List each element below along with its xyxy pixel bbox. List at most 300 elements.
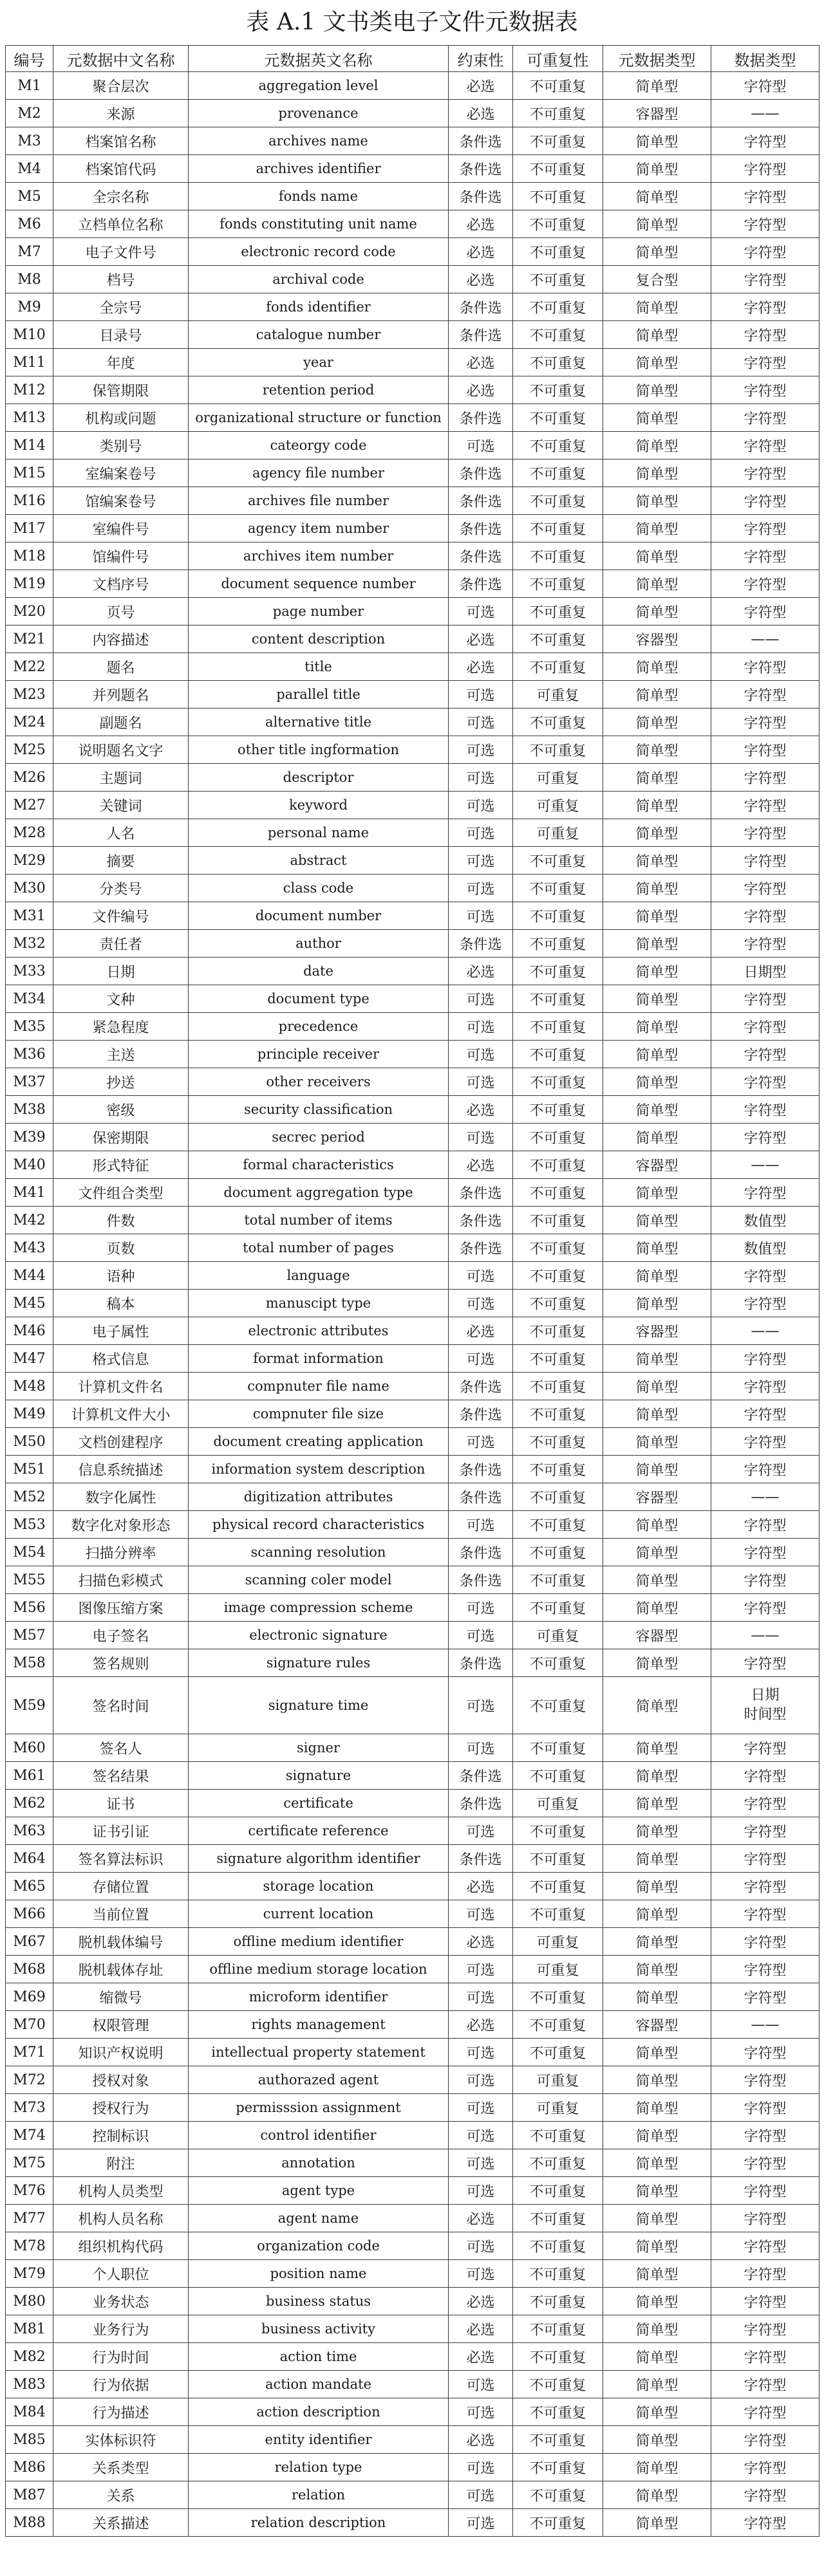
cell-constraint: 条件选 <box>449 459 513 487</box>
cell-en-name: formal characteristics <box>189 1151 449 1179</box>
cell-repeatability: 不可重复 <box>513 625 603 653</box>
cell-cn-name: 数字化对象形态 <box>53 1511 189 1539</box>
cell-id: M20 <box>6 598 53 625</box>
cell-data-type: 字符型 <box>711 1511 819 1539</box>
table-row <box>6 542 819 570</box>
cell-id: M5 <box>6 183 53 210</box>
cell-data-type: 字符型 <box>711 542 819 570</box>
cell-data-type: 字符型 <box>711 1900 819 1928</box>
cell-data-type: 字符型 <box>711 1956 819 1983</box>
table-row <box>6 1317 819 1345</box>
cell-en-name: rights management <box>189 2011 449 2039</box>
cell-repeatability: 不可重复 <box>513 709 603 736</box>
cell-id: M36 <box>6 1041 53 1068</box>
cell-data-type: 字符型 <box>711 487 819 515</box>
cell-constraint: 条件选 <box>449 1483 513 1511</box>
cell-metadata-type: 简单型 <box>603 2288 711 2315</box>
table-row <box>6 1234 819 1262</box>
cell-data-type: —— <box>711 1483 819 1511</box>
cell-constraint: 可选 <box>449 819 513 847</box>
cell-metadata-type: 简单型 <box>603 2343 711 2371</box>
cell-en-name: compnuter file size <box>189 1400 449 1428</box>
cell-data-type: 字符型 <box>711 1262 819 1290</box>
cell-en-name: signature <box>189 1762 449 1790</box>
cell-data-type: 字符型 <box>711 2039 819 2066</box>
cell-repeatability: 不可重复 <box>513 183 603 210</box>
table-row <box>6 1622 819 1649</box>
cell-constraint: 条件选 <box>449 293 513 321</box>
cell-metadata-type: 简单型 <box>603 1817 711 1845</box>
cell-cn-name: 立档单位名称 <box>53 210 189 238</box>
table-row <box>6 1041 819 1068</box>
cell-cn-name: 保密期限 <box>53 1124 189 1151</box>
cell-id: M64 <box>6 1845 53 1873</box>
cell-cn-name: 档号 <box>53 266 189 293</box>
cell-constraint: 条件选 <box>449 1373 513 1400</box>
cell-repeatability: 不可重复 <box>513 404 603 432</box>
cell-constraint: 条件选 <box>449 1790 513 1817</box>
table-row <box>6 847 819 875</box>
table-row <box>6 127 819 155</box>
cell-data-type: 字符型 <box>711 349 819 376</box>
cell-data-type: 字符型 <box>711 653 819 681</box>
cell-en-name: intellectual property statement <box>189 2039 449 2066</box>
cell-en-name: agent name <box>189 2205 449 2232</box>
cell-metadata-type: 简单型 <box>603 875 711 902</box>
cell-data-type: 字符型 <box>711 875 819 902</box>
cell-metadata-type: 简单型 <box>603 1594 711 1622</box>
cell-constraint: 必选 <box>449 958 513 985</box>
cell-data-type: 字符型 <box>711 2454 819 2481</box>
cell-metadata-type: 简单型 <box>603 2509 711 2537</box>
cell-id: M11 <box>6 349 53 376</box>
cell-en-name: retention period <box>189 376 449 404</box>
cell-cn-name: 并列题名 <box>53 681 189 709</box>
cell-metadata-type: 简单型 <box>603 432 711 459</box>
cell-id: M67 <box>6 1928 53 1956</box>
cell-constraint: 可选 <box>449 681 513 709</box>
table-row <box>6 875 819 902</box>
cell-en-name: title <box>189 653 449 681</box>
cell-id: M18 <box>6 542 53 570</box>
cell-constraint: 可选 <box>449 1677 513 1734</box>
cell-metadata-type: 简单型 <box>603 238 711 266</box>
cell-constraint: 条件选 <box>449 515 513 542</box>
cell-repeatability: 不可重复 <box>513 1983 603 2011</box>
cell-cn-name: 主送 <box>53 1041 189 1068</box>
cell-id: M49 <box>6 1400 53 1428</box>
cell-cn-name: 行为时间 <box>53 2343 189 2371</box>
cell-en-name: aggregation level <box>189 72 449 100</box>
cell-metadata-type: 简单型 <box>603 2177 711 2205</box>
cell-data-type: 字符型 <box>711 570 819 598</box>
cell-data-type: 字符型 <box>711 1649 819 1677</box>
cell-cn-name: 签名结果 <box>53 1762 189 1790</box>
cell-repeatability: 可重复 <box>513 1956 603 1983</box>
cell-id: M59 <box>6 1677 53 1734</box>
cell-constraint: 条件选 <box>449 570 513 598</box>
cell-repeatability: 不可重复 <box>513 847 603 875</box>
cell-repeatability: 可重复 <box>513 2094 603 2122</box>
cell-repeatability: 不可重复 <box>513 127 603 155</box>
cell-cn-name: 抄送 <box>53 1068 189 1096</box>
cell-metadata-type: 简单型 <box>603 2371 711 2398</box>
table-row <box>6 1096 819 1124</box>
cell-data-type: 数值型 <box>711 1207 819 1234</box>
table-row <box>6 183 819 210</box>
table-row <box>6 1539 819 1566</box>
cell-data-type: 字符型 <box>711 736 819 764</box>
col-header-metadata-type: 元数据类型 <box>603 46 711 72</box>
cell-data-type: 字符型 <box>711 2288 819 2315</box>
cell-id: M77 <box>6 2205 53 2232</box>
cell-data-type: 字符型 <box>711 2232 819 2260</box>
table-row <box>6 1013 819 1041</box>
table-row <box>6 238 819 266</box>
cell-metadata-type: 简单型 <box>603 1068 711 1096</box>
cell-cn-name: 室编案卷号 <box>53 459 189 487</box>
table-row <box>6 2205 819 2232</box>
cell-en-name: author <box>189 930 449 958</box>
cell-metadata-type: 简单型 <box>603 958 711 985</box>
cell-metadata-type: 容器型 <box>603 1317 711 1345</box>
cell-cn-name: 文档创建程序 <box>53 1428 189 1456</box>
cell-en-name: physical record characteristics <box>189 1511 449 1539</box>
cell-constraint: 必选 <box>449 210 513 238</box>
cell-metadata-type: 容器型 <box>603 625 711 653</box>
table-row <box>6 2426 819 2454</box>
cell-id: M12 <box>6 376 53 404</box>
cell-repeatability: 不可重复 <box>513 1068 603 1096</box>
cell-data-type: 日期 时间型 <box>711 1677 819 1734</box>
col-header-id: 编号 <box>6 46 53 72</box>
cell-id: M32 <box>6 930 53 958</box>
cell-cn-name: 当前位置 <box>53 1900 189 1928</box>
table-row <box>6 1983 819 2011</box>
cell-en-name: digitization attributes <box>189 1483 449 1511</box>
table-row <box>6 266 819 293</box>
cell-data-type: 字符型 <box>711 1373 819 1400</box>
cell-constraint: 可选 <box>449 736 513 764</box>
cell-repeatability: 不可重复 <box>513 1511 603 1539</box>
cell-data-type: 字符型 <box>711 1068 819 1096</box>
cell-constraint: 可选 <box>449 1262 513 1290</box>
cell-metadata-type: 简单型 <box>603 72 711 100</box>
cell-constraint: 必选 <box>449 653 513 681</box>
cell-id: M7 <box>6 238 53 266</box>
cell-metadata-type: 简单型 <box>603 1262 711 1290</box>
cell-en-name: image compression scheme <box>189 1594 449 1622</box>
table-row <box>6 1345 819 1373</box>
cell-metadata-type: 简单型 <box>603 1207 711 1234</box>
table-row <box>6 1900 819 1928</box>
cell-metadata-type: 简单型 <box>603 1345 711 1373</box>
cell-repeatability: 不可重复 <box>513 1566 603 1594</box>
table-row <box>6 1649 819 1677</box>
cell-en-name: parallel title <box>189 681 449 709</box>
cell-cn-name: 证书引证 <box>53 1817 189 1845</box>
cell-data-type: 字符型 <box>711 266 819 293</box>
cell-en-name: certificate reference <box>189 1817 449 1845</box>
cell-en-name: archives name <box>189 127 449 155</box>
cell-data-type: 字符型 <box>711 1594 819 1622</box>
table-row <box>6 2454 819 2481</box>
cell-metadata-type: 简单型 <box>603 459 711 487</box>
cell-repeatability: 不可重复 <box>513 2371 603 2398</box>
cell-cn-name: 机构人员类型 <box>53 2177 189 2205</box>
cell-data-type: 字符型 <box>711 321 819 349</box>
cell-data-type: 字符型 <box>711 792 819 819</box>
cell-id: M76 <box>6 2177 53 2205</box>
cell-constraint: 必选 <box>449 266 513 293</box>
cell-repeatability: 不可重复 <box>513 2122 603 2149</box>
cell-repeatability: 不可重复 <box>513 2205 603 2232</box>
cell-id: M83 <box>6 2371 53 2398</box>
cell-metadata-type: 简单型 <box>603 930 711 958</box>
cell-cn-name: 关系类型 <box>53 2454 189 2481</box>
table-row <box>6 2260 819 2288</box>
cell-metadata-type: 简单型 <box>603 736 711 764</box>
cell-id: M40 <box>6 1151 53 1179</box>
cell-cn-name: 形式特征 <box>53 1151 189 1179</box>
cell-data-type: 字符型 <box>711 1041 819 1068</box>
cell-constraint: 可选 <box>449 2260 513 2288</box>
cell-data-type: 字符型 <box>711 1124 819 1151</box>
cell-cn-name: 题名 <box>53 653 189 681</box>
cell-metadata-type: 简单型 <box>603 1456 711 1483</box>
cell-constraint: 条件选 <box>449 1234 513 1262</box>
cell-data-type: 字符型 <box>711 2426 819 2454</box>
cell-constraint: 可选 <box>449 1956 513 1983</box>
cell-id: M87 <box>6 2481 53 2509</box>
table-row <box>6 653 819 681</box>
cell-en-name: fonds identifier <box>189 293 449 321</box>
cell-repeatability: 不可重复 <box>513 376 603 404</box>
cell-id: M13 <box>6 404 53 432</box>
cell-id: M78 <box>6 2232 53 2260</box>
cell-metadata-type: 简单型 <box>603 321 711 349</box>
cell-en-name: information system description <box>189 1456 449 1483</box>
cell-id: M86 <box>6 2454 53 2481</box>
cell-metadata-type: 简单型 <box>603 1428 711 1456</box>
cell-id: M38 <box>6 1096 53 1124</box>
cell-constraint: 可选 <box>449 1511 513 1539</box>
cell-id: M63 <box>6 1817 53 1845</box>
cell-en-name: fonds constituting unit name <box>189 210 449 238</box>
cell-metadata-type: 简单型 <box>603 1734 711 1762</box>
cell-metadata-type: 简单型 <box>603 847 711 875</box>
cell-constraint: 必选 <box>449 376 513 404</box>
cell-repeatability: 不可重复 <box>513 2177 603 2205</box>
cell-data-type: 字符型 <box>711 2481 819 2509</box>
cell-metadata-type: 简单型 <box>603 155 711 183</box>
cell-cn-name: 件数 <box>53 1207 189 1234</box>
cell-id: M71 <box>6 2039 53 2066</box>
cell-constraint: 必选 <box>449 100 513 127</box>
cell-id: M50 <box>6 1428 53 1456</box>
cell-en-name: cateorgy code <box>189 432 449 459</box>
cell-cn-name: 摘要 <box>53 847 189 875</box>
cell-metadata-type: 简单型 <box>603 902 711 930</box>
cell-repeatability: 不可重复 <box>513 2232 603 2260</box>
cell-metadata-type: 简单型 <box>603 1762 711 1790</box>
cell-metadata-type: 容器型 <box>603 100 711 127</box>
cell-id: M34 <box>6 985 53 1013</box>
cell-id: M80 <box>6 2288 53 2315</box>
cell-repeatability: 不可重复 <box>513 238 603 266</box>
cell-cn-name: 附注 <box>53 2149 189 2177</box>
cell-id: M60 <box>6 1734 53 1762</box>
cell-metadata-type: 简单型 <box>603 1511 711 1539</box>
table-row <box>6 1677 819 1734</box>
cell-en-name: catalogue number <box>189 321 449 349</box>
cell-constraint: 必选 <box>449 72 513 100</box>
cell-repeatability: 可重复 <box>513 681 603 709</box>
cell-en-name: document sequence number <box>189 570 449 598</box>
cell-en-name: business status <box>189 2288 449 2315</box>
cell-constraint: 必选 <box>449 1317 513 1345</box>
cell-id: M2 <box>6 100 53 127</box>
cell-constraint: 必选 <box>449 238 513 266</box>
cell-metadata-type: 简单型 <box>603 2149 711 2177</box>
table-row <box>6 1124 819 1151</box>
table-row <box>6 1290 819 1317</box>
cell-id: M16 <box>6 487 53 515</box>
cell-id: M21 <box>6 625 53 653</box>
cell-cn-name: 授权行为 <box>53 2094 189 2122</box>
cell-cn-name: 授权对象 <box>53 2066 189 2094</box>
cell-id: M35 <box>6 1013 53 1041</box>
table-row <box>6 210 819 238</box>
cell-metadata-type: 简单型 <box>603 1649 711 1677</box>
table-row <box>6 1594 819 1622</box>
col-header-en-name: 元数据英文名称 <box>189 46 449 72</box>
cell-metadata-type: 简单型 <box>603 985 711 1013</box>
cell-en-name: archives identifier <box>189 155 449 183</box>
cell-constraint: 可选 <box>449 1041 513 1068</box>
cell-data-type: 字符型 <box>711 2343 819 2371</box>
cell-en-name: principle receiver <box>189 1041 449 1068</box>
cell-constraint: 可选 <box>449 432 513 459</box>
cell-data-type: 字符型 <box>711 1096 819 1124</box>
cell-cn-name: 密级 <box>53 1096 189 1124</box>
cell-metadata-type: 简单型 <box>603 2205 711 2232</box>
cell-constraint: 必选 <box>449 349 513 376</box>
cell-cn-name: 知识产权说明 <box>53 2039 189 2066</box>
cell-en-name: signature time <box>189 1677 449 1734</box>
cell-constraint: 条件选 <box>449 542 513 570</box>
cell-en-name: alternative title <box>189 709 449 736</box>
cell-en-name: organizational structure or function <box>189 404 449 432</box>
cell-id: M84 <box>6 2398 53 2426</box>
cell-en-name: business activity <box>189 2315 449 2343</box>
table-header-row <box>6 46 819 72</box>
table-row <box>6 1790 819 1817</box>
table-row <box>6 321 819 349</box>
cell-metadata-type: 简单型 <box>603 1373 711 1400</box>
table-body <box>6 72 819 2537</box>
cell-repeatability: 不可重复 <box>513 210 603 238</box>
cell-cn-name: 存储位置 <box>53 1873 189 1900</box>
cell-data-type: 字符型 <box>711 2315 819 2343</box>
table-row <box>6 100 819 127</box>
cell-repeatability: 不可重复 <box>513 293 603 321</box>
cell-en-name: keyword <box>189 792 449 819</box>
cell-data-type: 字符型 <box>711 709 819 736</box>
cell-repeatability: 不可重复 <box>513 1373 603 1400</box>
cell-metadata-type: 简单型 <box>603 792 711 819</box>
cell-metadata-type: 简单型 <box>603 2426 711 2454</box>
cell-cn-name: 年度 <box>53 349 189 376</box>
cell-cn-name: 个人职位 <box>53 2260 189 2288</box>
cell-data-type: 字符型 <box>711 819 819 847</box>
table-row <box>6 515 819 542</box>
cell-data-type: 字符型 <box>711 1566 819 1594</box>
table-row <box>6 1762 819 1790</box>
col-header-cn-name: 元数据中文名称 <box>53 46 189 72</box>
cell-en-name: document creating application <box>189 1428 449 1456</box>
cell-metadata-type: 简单型 <box>603 1900 711 1928</box>
table-row <box>6 2177 819 2205</box>
cell-en-name: position name <box>189 2260 449 2288</box>
cell-constraint: 条件选 <box>449 1207 513 1234</box>
cell-metadata-type: 简单型 <box>603 2232 711 2260</box>
cell-cn-name: 文种 <box>53 985 189 1013</box>
table-row <box>6 2149 819 2177</box>
cell-metadata-type: 简单型 <box>603 1845 711 1873</box>
table-row <box>6 2011 819 2039</box>
cell-id: M61 <box>6 1762 53 1790</box>
cell-en-name: class code <box>189 875 449 902</box>
cell-en-name: compnuter file name <box>189 1373 449 1400</box>
cell-en-name: signature algorithm identifier <box>189 1845 449 1873</box>
cell-constraint: 可选 <box>449 1622 513 1649</box>
cell-data-type: 字符型 <box>711 985 819 1013</box>
table-row <box>6 570 819 598</box>
cell-cn-name: 关系 <box>53 2481 189 2509</box>
cell-id: M10 <box>6 321 53 349</box>
cell-data-type: 字符型 <box>711 183 819 210</box>
cell-en-name: document type <box>189 985 449 1013</box>
cell-repeatability: 不可重复 <box>513 1290 603 1317</box>
cell-repeatability: 不可重复 <box>513 2011 603 2039</box>
cell-en-name: microform identifier <box>189 1983 449 2011</box>
cell-en-name: organization code <box>189 2232 449 2260</box>
cell-metadata-type: 容器型 <box>603 2011 711 2039</box>
table-row <box>6 1511 819 1539</box>
cell-id: M73 <box>6 2094 53 2122</box>
cell-data-type: 字符型 <box>711 2066 819 2094</box>
table-row <box>6 625 819 653</box>
cell-data-type: 字符型 <box>711 2205 819 2232</box>
cell-cn-name: 副题名 <box>53 709 189 736</box>
cell-repeatability: 可重复 <box>513 819 603 847</box>
cell-data-type: 字符型 <box>711 2149 819 2177</box>
cell-id: M69 <box>6 1983 53 2011</box>
cell-en-name: electronic signature <box>189 1622 449 1649</box>
cell-id: M56 <box>6 1594 53 1622</box>
cell-en-name: manuscipt type <box>189 1290 449 1317</box>
cell-cn-name: 电子属性 <box>53 1317 189 1345</box>
cell-data-type: 字符型 <box>711 1873 819 1900</box>
cell-data-type: 字符型 <box>711 2509 819 2537</box>
cell-data-type: 字符型 <box>711 1734 819 1762</box>
table-row <box>6 1207 819 1234</box>
cell-metadata-type: 复合型 <box>603 266 711 293</box>
cell-id: M68 <box>6 1956 53 1983</box>
col-header-constraint: 约束性 <box>449 46 513 72</box>
metadata-table <box>5 45 819 2537</box>
